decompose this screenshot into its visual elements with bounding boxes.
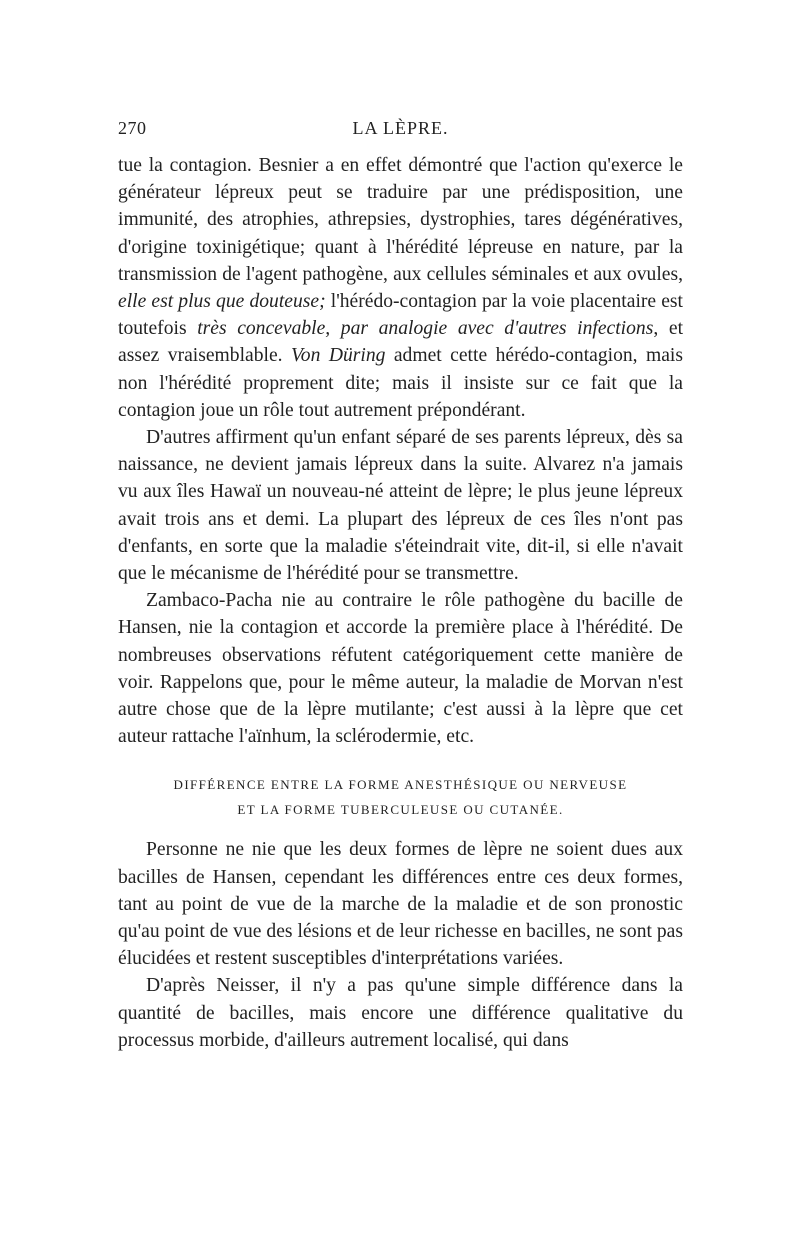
text-segment: D'autres affirment qu'un enfant séparé de ses parents lépreux, dès sa naissance, ne devient jamais lépreux dans la suite. Alvarez n'a jamais vu aux îles Hawaï un nouveau-né atteint de lèpre; le plus jeune lépreux avait trois ans et demi. La plupart des lépreux de ces îles n'ont pas d'enfants, en sorte que la maladie s'éteindrait vite, dit-il, si elle n'avait que le mécanisme de l'hérédité pour se transmettre.	[118, 427, 683, 585]
section-heading-line-1: DIFFÉRENCE ENTRE LA FORME ANESTHÉSIQUE OU NERVEUSE	[173, 777, 628, 793]
section-heading	[118, 772, 683, 822]
text-segment: l'hérédo-contagion par la voie placentaire est toutefois	[118, 291, 683, 340]
section-body-text	[118, 836, 683, 1054]
page-number: 270	[118, 118, 147, 138]
text-segment: Zambaco-Pacha nie au contraire le rôle pathogène du bacille de Hansen, nie la contagion et accorde la première place à l'hérédité. De nombreuses observations réfutent catégoriquement cette manière de voir. Rappelons que, pour le même auteur, la maladie de Morvan n'est autre chose que de la lèpre mutilante; c'est aussi à la lèpre que cet auteur rattache l'aïnhum, la sclérodermie, etc.	[118, 590, 683, 748]
running-head	[118, 118, 683, 148]
author-name-italic: Von Düring	[291, 345, 386, 367]
paragraph-4	[118, 836, 683, 972]
section-heading-line-2: ET LA FORME TUBERCULEUSE OU CUTANÉE.	[237, 802, 564, 818]
paragraph-2	[118, 424, 683, 587]
body-text	[118, 152, 683, 750]
text-segment: Personne ne nie que les deux formes de lèpre ne soient dues aux bacilles de Hansen, cependant les différences entre ces deux formes, tant au point de vue de la marche de la maladie et de son pronostic qu'au point de vue des lésions et de leur richesse en bacilles, ne sont pas élucidées et restent susceptibles d'interprétations variées.	[118, 839, 683, 970]
paragraph-5	[118, 972, 683, 1054]
paragraph-3	[118, 587, 683, 750]
running-title: LA LÈPRE.	[352, 118, 449, 138]
italic-segment: elle est plus que douteuse;	[118, 291, 326, 313]
text-segment: tue la contagion. Besnier a en effet démontré que l'action qu'exerce le générateur lépreux peut se traduire par une prédisposition, une immunité, des atrophies, athrepsies, dystrophies, tares dégénératives, d'origine toxinigétique; quant à l'hérédité lépreuse en nature, par la transmission de l'agent pathogène, aux cellules séminales et aux ovules,	[118, 155, 683, 285]
text-segment: D'après Neisser, il n'y a pas qu'une simple différence dans la quantité de bacilles, mais encore une différence qualitative du processus morbide, d'ailleurs autrement localisé, qui dans	[118, 975, 683, 1051]
italic-segment: très concevable, par analogie avec d'autres infections	[197, 318, 654, 340]
book-page	[118, 118, 683, 1054]
text-segment: admet cette hérédo-contagion, mais non l'hérédité proprement dite; mais il insiste sur ce fait que la contagion joue un rôle tout autrement prépondérant.	[118, 345, 684, 421]
text-segment: , et assez vraisemblable.	[118, 318, 684, 367]
paragraph-1	[118, 152, 683, 424]
